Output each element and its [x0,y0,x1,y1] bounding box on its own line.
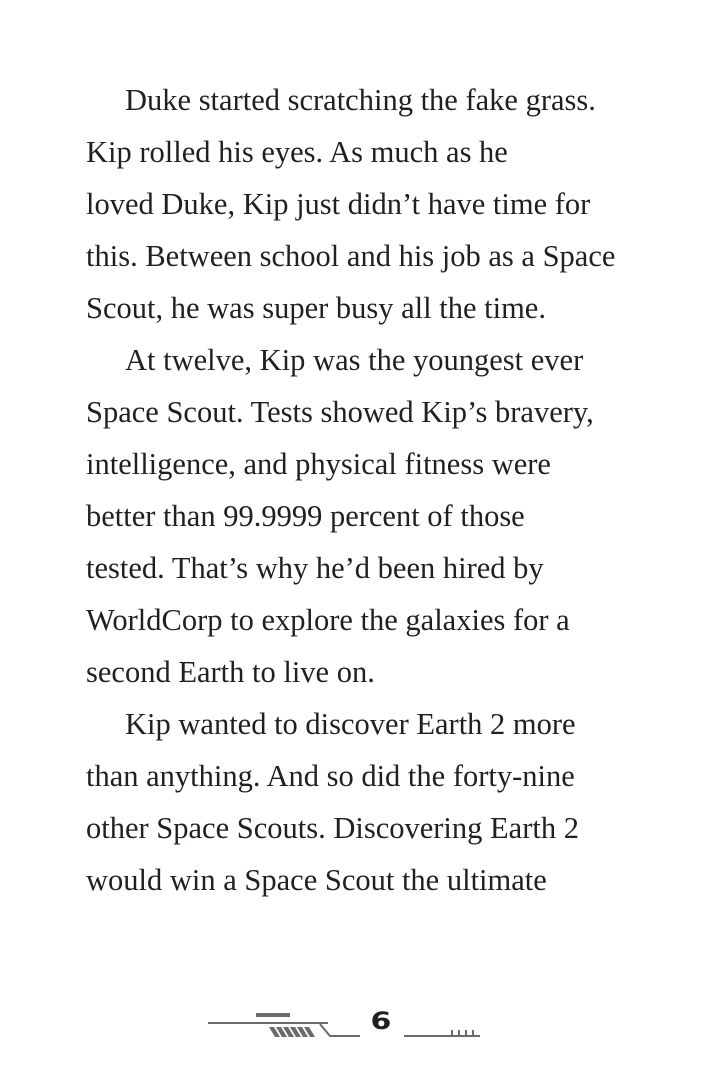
page-footer [0,1006,720,1046]
text-line: would win a Space Scout the ultimate [86,863,547,897]
footer-ornament [0,1006,720,1046]
text-line: other Space Scouts. Discovering Earth 2 [86,811,579,845]
text-line: tested. That’s why he’d been hired by [86,551,544,585]
footer-bar-top [256,1013,290,1017]
text-line: Scout, he was super busy all the time. [86,291,546,325]
text-line: intelligence, and physical fitness were [86,447,551,481]
footer-connector [320,1024,360,1036]
text-line: than anything. And so did the forty-nine [86,759,575,793]
page-number: 6 [370,1007,392,1035]
text-line: second Earth to live on. [86,655,375,689]
text-line: Space Scout. Tests showed Kip’s bravery, [86,395,594,429]
text-line: Kip wanted to discover Earth 2 more [125,707,576,741]
text-line: Kip rolled his eyes. As much as he [86,135,508,169]
footer-rule-right [404,1035,480,1037]
text-line: Duke started scratching the fake grass. [125,83,596,117]
text-line: loved Duke, Kip just didn’t have time for [86,187,591,221]
footer-rule-left [208,1022,328,1024]
text-line: this. Between school and his job as a Space [86,239,616,273]
text-line: better than 99.9999 percent of those [86,499,525,533]
text-line: At twelve, Kip was the youngest ever [125,343,584,377]
footer-stripes-icon [269,1027,315,1037]
text-line: WorldCorp to explore the galaxies for a [86,603,570,637]
